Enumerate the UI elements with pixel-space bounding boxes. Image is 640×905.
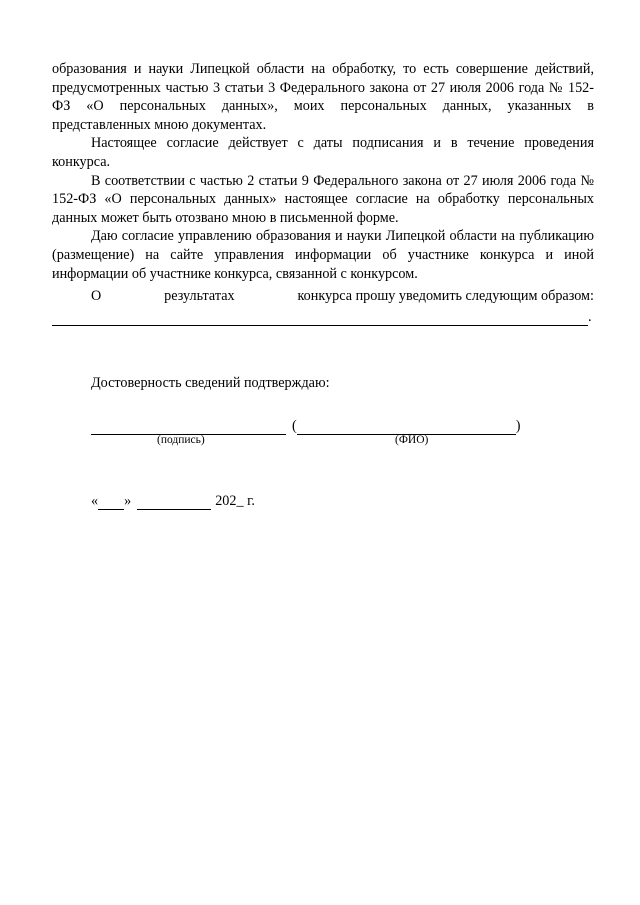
date-open-quote: «	[91, 493, 99, 509]
name-close-paren: )	[515, 418, 521, 434]
full-name-caption: (ФИО)	[395, 434, 429, 446]
paragraph-consent-continuation: образования и науки Липецкой области на обработку, то есть совершение действий, предусмотренных частью 3 статьи 3 Федерального закона от 27 июля 2006 года № 152-ФЗ «О персональных данных», моих персональных данных, указанных в представленных мною документах.	[52, 61, 594, 133]
notification-answer-line	[52, 308, 594, 327]
paragraph-validity: Настоящее согласие действует с даты подписания и в течение проведения конкурса.	[52, 135, 594, 170]
signature-row	[91, 418, 520, 435]
notify-word-o: О	[91, 288, 102, 304]
month-blank[interactable]	[137, 496, 211, 510]
paragraph-publication-consent: Даю согласие управлению образования и науки Липецкой области на публикацию (размещение) на сайте управления информации об участнике конкурса и иной информации об участнике конкурса, связанной с конкурсом.	[52, 228, 594, 282]
year-label: 202_ г.	[215, 493, 255, 509]
notify-word-results: результатах	[164, 288, 235, 304]
signature-blank[interactable]	[91, 420, 286, 435]
date-close-quote: »	[124, 493, 132, 509]
consent-body	[52, 60, 594, 283]
signature-caption: (подпись)	[157, 434, 205, 446]
notification-end-dot: .	[588, 308, 592, 325]
day-blank[interactable]	[98, 496, 124, 510]
full-name-blank[interactable]	[297, 420, 516, 435]
confirmation-statement: Достоверность сведений подтверждаю:	[91, 375, 330, 391]
notification-blank[interactable]	[52, 313, 588, 326]
notify-rest: конкурса прошу уведомить следующим образом:	[297, 288, 594, 304]
notification-line	[52, 287, 594, 306]
notification-preference	[52, 287, 594, 326]
date-row	[91, 493, 255, 510]
paragraph-revocation: В соответствии с частью 2 статьи 9 Федерального закона от 27 июля 2006 года № 152-ФЗ «О персональных данных» настоящее согласие на обработку персональных данных может быть отозвано мною в письменной форме.	[52, 172, 594, 226]
name-open-paren: (	[292, 418, 297, 434]
